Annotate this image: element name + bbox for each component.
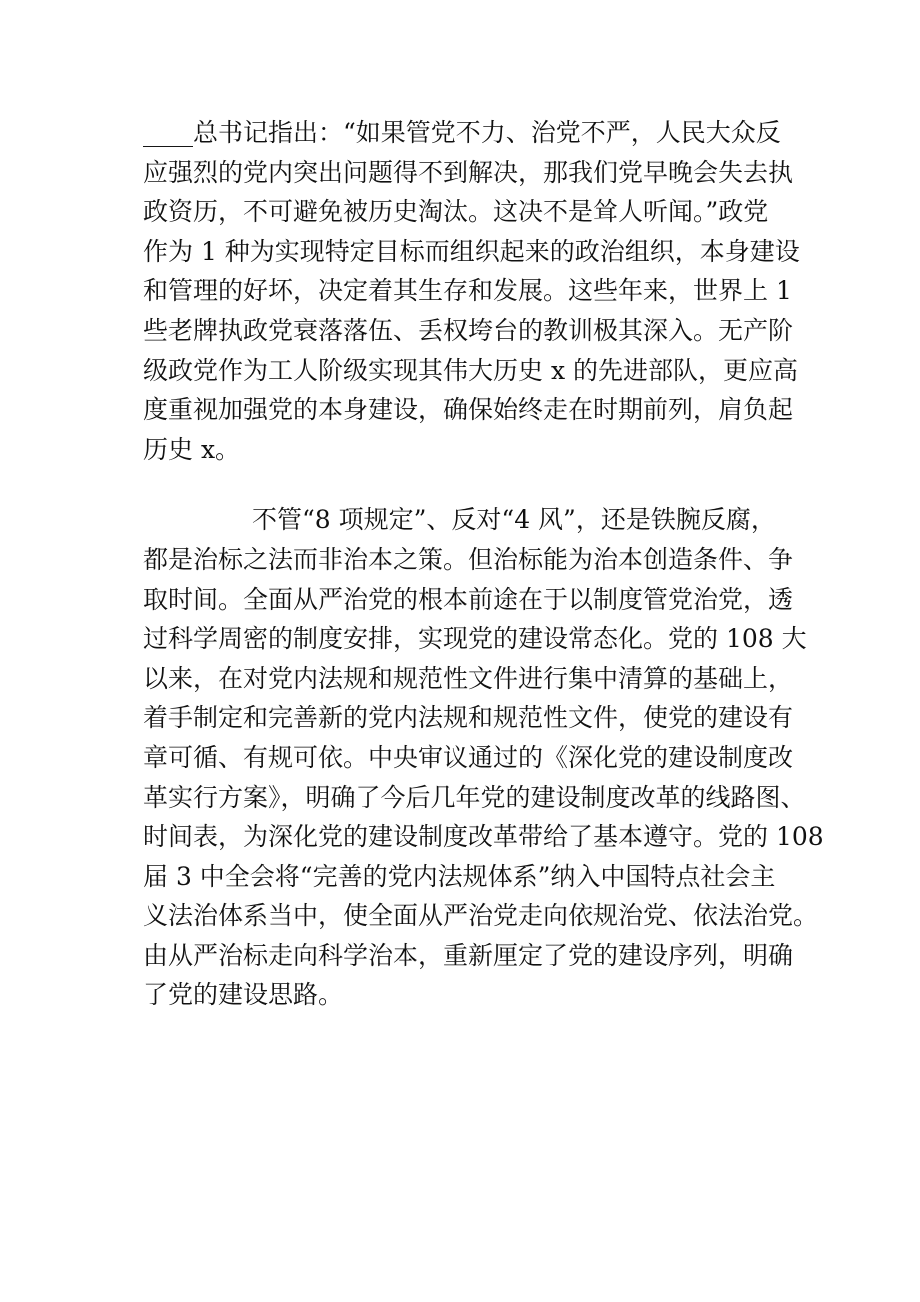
paragraph-line: 些老牌执政党衰落落伍、丢权垮台的教训极其深入。无产阶 <box>143 315 794 345</box>
paragraph-line: 时间表，为深化党的建设制度改革带给了基本遵守。党的 108 <box>143 822 824 852</box>
paragraph-2 <box>143 500 824 1015</box>
paragraph-line: 革实行方案》，明确了今后几年党的建设制度改革的线路图、 <box>143 782 806 812</box>
paragraph-line: 都是治标之法而非治本之策。但治标能为治本创造条件、争 <box>143 544 794 574</box>
paragraph-1 <box>143 113 800 469</box>
paragraph-line: 了党的建设思路。 <box>143 980 344 1010</box>
paragraph-line: 届 3 中全会将“完善的党内法规体系”纳入中国特点社会主 <box>143 861 776 891</box>
paragraph-line: 以来，在对党内法规和规范性文件进行集中清算的基础上， <box>143 663 794 693</box>
paragraph-line: 和管理的好坏，决定着其生存和发展。这些年来，世界上 1 <box>143 276 792 306</box>
paragraph-line: 由从严治标走向科学治本，重新厘定了党的建设序列，明确 <box>143 940 794 970</box>
paragraph-line: 作为 1 种为实现特定目标而组织起来的政治组织，本身建设 <box>143 236 800 266</box>
paragraph-spacer <box>143 469 783 500</box>
paragraph-line: 过科学周密的制度安排，实现党的建设常态化。党的 108 大 <box>143 624 807 654</box>
paragraph-line: 应强烈的党内突出问题得不到解决，那我们党早晚会失去执 <box>143 157 794 187</box>
paragraph-line: ____总书记指出：“如果管党不力、治党不严，人民大众反 <box>143 118 781 147</box>
paragraph-line: 着手制定和完善新的党内法规和规范性文件，使党的建设有 <box>143 703 794 733</box>
paragraph-line: 度重视加强党的本身建设，确保始终走在时期前列，肩负起 <box>143 395 794 425</box>
paragraph-line: 义法治体系当中，使全面从严治党走向依规治党、依法治党。 <box>143 901 819 931</box>
document-body <box>143 113 824 1015</box>
paragraph-line: 章可循、有规可依。中央审议通过的《深化党的建设制度改 <box>143 742 794 772</box>
paragraph-line: 不管“8 项规定”、反对“4 风”，还是铁腕反腐， <box>252 505 776 535</box>
paragraph-line: 取时间。全面从严治党的根本前途在于以制度管党治党，透 <box>143 584 794 614</box>
paragraph-line: 政资历，不可避免被历史淘汰。这决不是耸人听闻。”政党 <box>143 197 769 227</box>
paragraph-line: 级政党作为工人阶级实现其伟大历史 x 的先进部队，更应高 <box>143 355 798 385</box>
paragraph-line: 历史 x。 <box>143 434 241 464</box>
